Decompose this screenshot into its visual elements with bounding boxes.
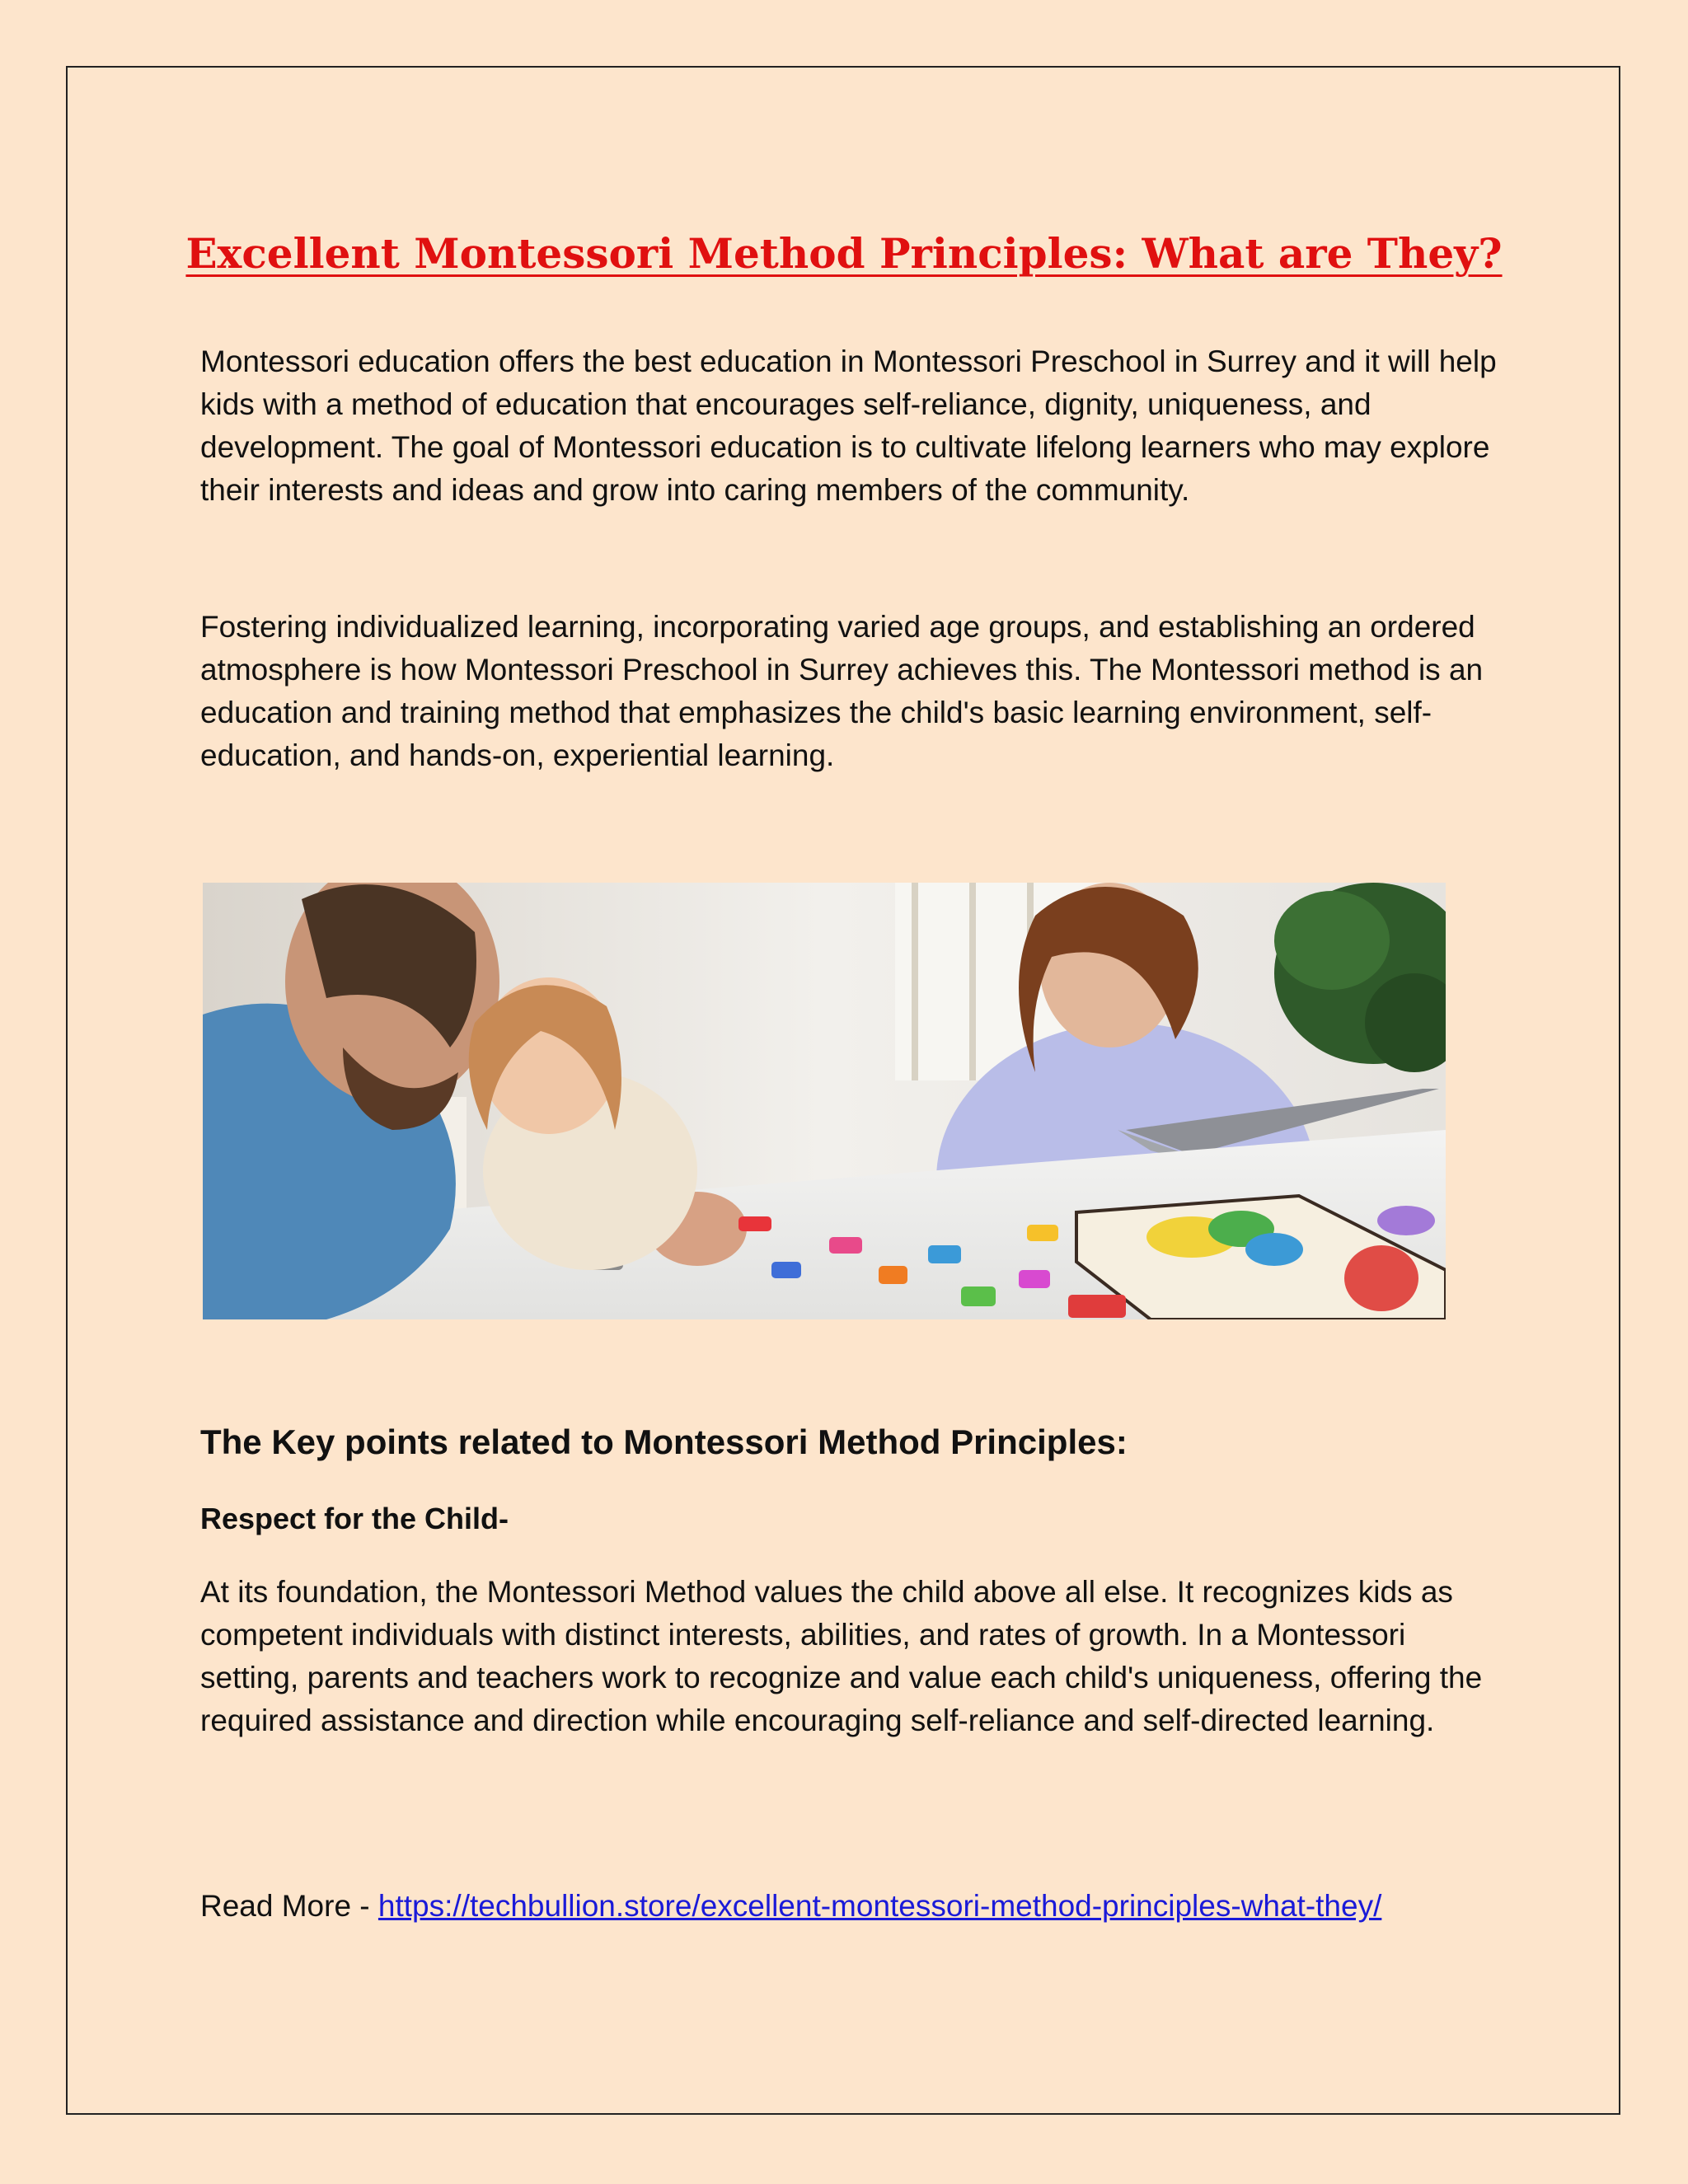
respect-subheading: Respect for the Child- [200,1502,509,1535]
read-more-link[interactable]: https://techbullion.store/excellent-montessori-method-principles-what-they/ [377,1889,1382,1923]
family-learning-photo [203,883,1446,1319]
read-more-label: Read More - [200,1889,378,1923]
read-more-line [200,1889,1381,1924]
intro-paragraph-2: Fostering individualized learning, incorporating varied age groups, and establishing an ordered atmosphere is how Montessori Preschool in Surrey achieves this. The Montessori method is an education and training method that emphasizes the child's basic learning environment, self-education, and hands-on, experiential learning. [200,610,1484,772]
page-title: Excellent Montessori Method Principles: What are They? [185,229,1503,278]
respect-paragraph: At its foundation, the Montessori Method values the child above all else. It recognizes kids as competent individuals with distinct interests, abilities, and rates of growth. In a Montessori setting, parents and teachers work to recognize and value each child's uniqueness, offering the required assistance and direction while encouraging self-reliance and self-directed learning. [200,1575,1483,1737]
intro-paragraph-1: Montessori education offers the best education in Montessori Preschool in Surrey and it will help kids with a method of education that encourages self-reliance, dignity, uniqueness, and development. The goal of Montessori education is to cultivate lifelong learners who may explore their interests and ideas and grow into caring members of the community. [200,344,1497,507]
key-points-heading: The Key points related to Montessori Method Principles: [200,1422,1128,1461]
